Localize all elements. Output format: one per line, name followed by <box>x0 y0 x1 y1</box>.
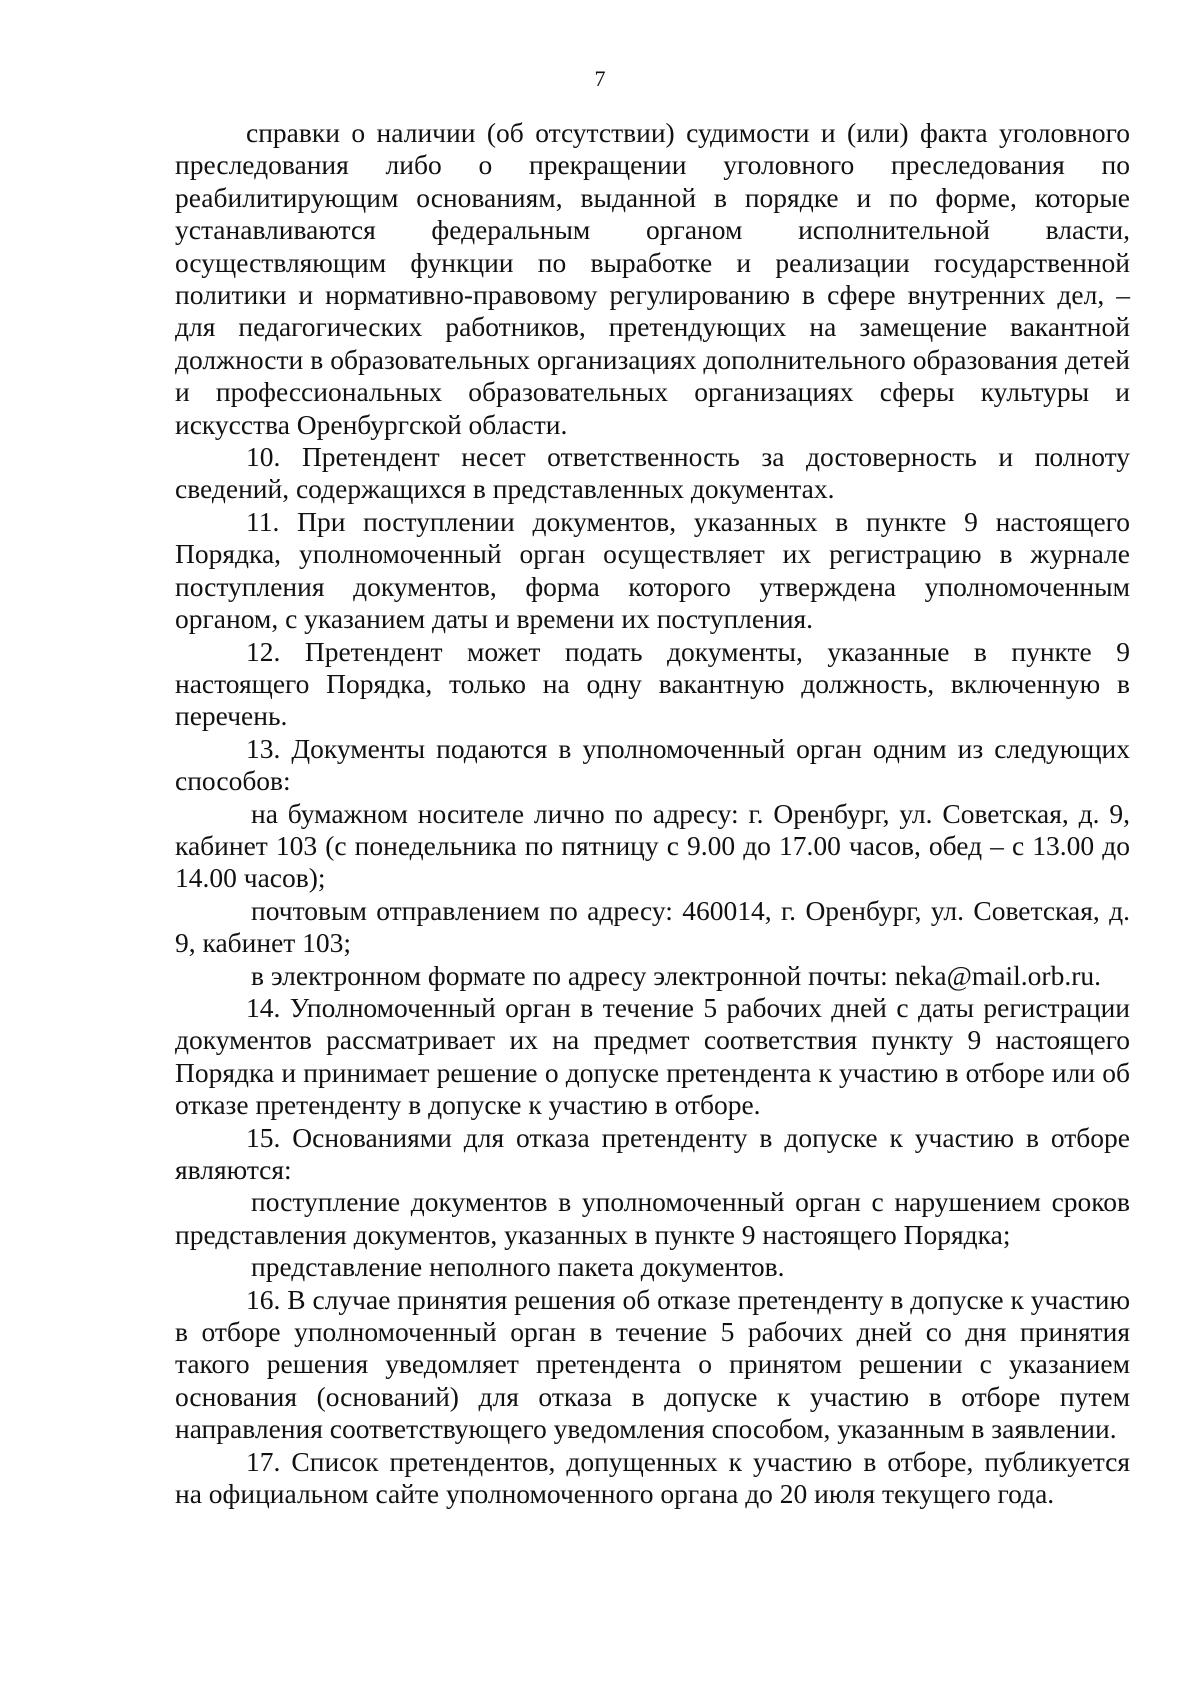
submission-method-post: почтовым отправлением по адресу: 460014, г. Оренбург, ул. Советская, д. 9, кабинет 103; <box>175 894 1130 959</box>
paragraph-certificate-continuation: справки о наличии (об отсутствии) судимости и (или) факта уголовного преследования либо о прекращении уголовного преследования по реабилитирующим основаниям, выданной в порядке и по форме, которые устанавливаются федеральным органом исполнительной власти, осуществляющим функции по выработке и реализации государственной политики и нормативно-правовому регулированию в сфере внутренних дел, – для педагогических работников, претендующих на замещение вакантной должности в образовательных организациях дополнительного образования детей и профессиональных образовательных организациях сферы культуры и искусства Оренбургской области. <box>175 117 1130 440</box>
paragraph-10: 10. Претендент несет ответственность за достоверность и полноту сведений, содержащихся в представленных документах. <box>175 441 1130 505</box>
refusal-ground-incomplete-package: представление неполного пакета документов. <box>251 1251 785 1283</box>
paragraph-16: 16. В случае принятия решения об отказе претенденту в допуске к участию в отборе уполномоченный орган в течение 5 рабочих дней со дня принятия такого решения уведомляет претендента о принятом решении с указанием основания (оснований) для отказа в допуске к участию в отборе путем направления соответствующего уведомления способом, указанным в заявлении. <box>175 1283 1130 1445</box>
paragraph-13: 13. Документы подаются в уполномоченный орган одним из следующих способов: <box>175 732 1130 797</box>
submission-method-in-person: на бумажном носителе лично по адресу: г. Оренбург, ул. Советская, д. 9, кабинет 103 (с понедельника по пятницу с 9.00 до 17.00 часов, обед – с 13.00 до 14.00 часов); <box>175 797 1130 894</box>
submission-method-email: в электронном формате по адресу электронной почты: neka@mail.orb.ru. <box>251 959 1102 991</box>
page-number: 7 <box>594 66 606 91</box>
paragraph-15: 15. Основаниями для отказа претенденту в допуске к участию в отборе являются: <box>175 1121 1130 1185</box>
document-body <box>175 117 1130 1510</box>
paragraph-12: 12. Претендент может подать документы, указанные в пункте 9 настоящего Порядка, только на одну вакантную должность, включенную в перечень. <box>175 635 1130 732</box>
refusal-ground-late-submission: поступление документов в уполномоченный орган с нарушением сроков представления документов, указанных в пункте 9 настоящего Порядка; <box>175 1186 1130 1250</box>
paragraph-11: 11. При поступлении документов, указанных в пункте 9 настоящего Порядка, уполномоченный орган осуществляет их регистрацию в журнале поступления документов, форма которого утверждена уполномоченным органом, с указанием даты и времени их поступления. <box>175 505 1130 635</box>
paragraph-17: 17. Список претендентов, допущенных к участию в отборе, публикуется на официальном сайте уполномоченного органа до 20 июля текущего года. <box>175 1445 1130 1510</box>
paragraph-14: 14. Уполномоченный орган в течение 5 рабочих дней с даты регистрации документов рассматривает их на предмет соответствия пункту 9 настоящего Порядка и принимает решение о допуске претендента к участию в отборе или об отказе претенденту в допуске к участию в отборе. <box>175 991 1130 1121</box>
